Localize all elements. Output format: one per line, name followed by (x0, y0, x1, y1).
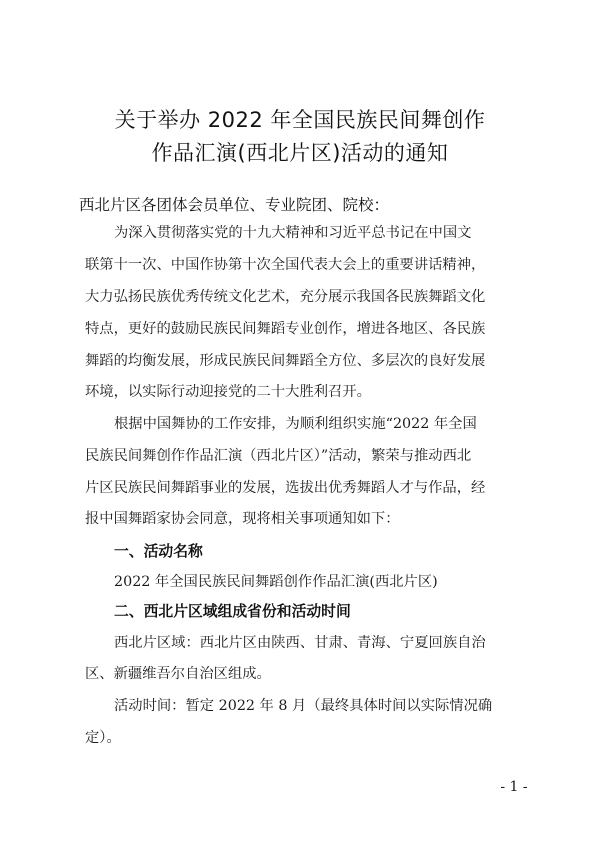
paragraph-2-line: 民族民间舞创作作品汇演（西北片区）”活动，繁荣与推动西北 (85, 448, 472, 464)
paragraph-1-line: 为深入贯彻落实党的十九大精神和习近平总书记在中国文 (114, 225, 472, 241)
section-1-heading: 一、活动名称 (114, 543, 203, 560)
paragraph-2-line: 根据中国舞协的工作安排，为顺利组织实施“2022 年全国 (114, 416, 477, 432)
paragraph-1-line: 舞蹈的均衡发展，形成民族民间舞蹈全方位、多层次的良好发展 (85, 353, 486, 369)
section-2-line: 活动时间：暂定 2022 年 8 月（最终具体时间以实际情况确 (114, 698, 493, 714)
paragraph-1-line: 特点，更好的鼓励民族民间舞蹈专业创作，增进各地区、各民族 (85, 321, 486, 337)
document-title-line-1: 关于举办 2022 年全国民族民间舞创作 (114, 108, 486, 132)
section-1-line: 2022 年全国民族民间舞蹈创作作品汇演(西北片区) (114, 574, 438, 590)
section-2-heading: 二、西北片区域组成省份和活动时间 (114, 603, 351, 620)
document-title-line-2: 作品汇演(西北片区)活动的通知 (151, 141, 449, 165)
paragraph-2-line: 片区民族民间舞蹈事业的发展，选拔出优秀舞蹈人才与作品，经 (85, 480, 486, 496)
section-2-line: 定）。 (85, 730, 121, 746)
section-2-line: 区、新疆维吾尔自治区组成。 (85, 666, 271, 682)
paragraph-2-line: 报中国舞蹈家协会同意，现将相关事项通知如下： (85, 511, 400, 527)
paragraph-1-line: 联第十一次、中国作协第十次全国代表大会上的重要讲话精神， (85, 257, 486, 273)
section-2-line: 西北片区域：西北片区由陕西、甘肃、青海、宁夏回族自治 (114, 635, 486, 651)
addressee: 西北片区各团体会员单位、专业院团、院校： (79, 196, 390, 214)
paragraph-1-line: 环境，以实际行动迎接党的二十大胜利召开。 (85, 384, 371, 400)
paragraph-1-line: 大力弘扬民族优秀传统文化艺术，充分展示我国各民族舞蹈文化 (85, 289, 486, 305)
page-number: - 1 - (500, 779, 528, 795)
